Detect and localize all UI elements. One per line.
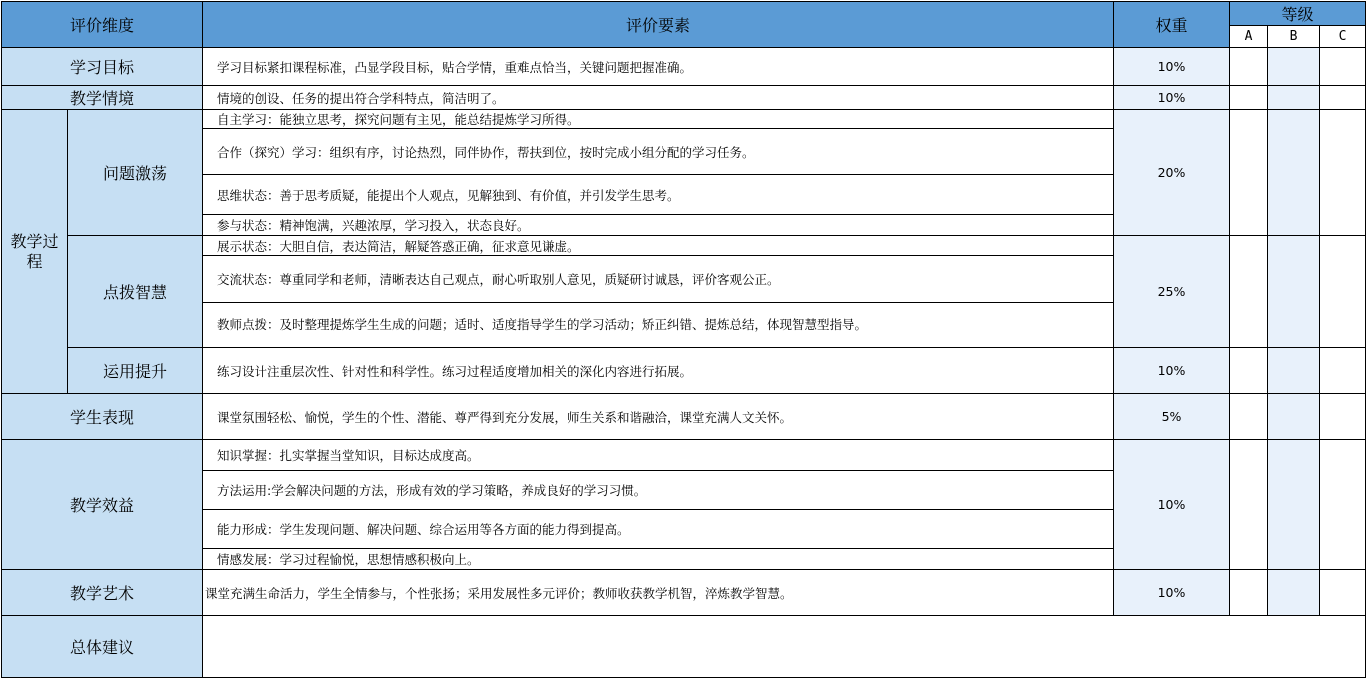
header-grade-b[interactable]: B bbox=[1268, 26, 1320, 48]
grade-b-cell[interactable] bbox=[1268, 86, 1320, 110]
dimension-situation[interactable]: 教学情境 bbox=[2, 86, 203, 110]
header-requirements[interactable]: 评价要素 bbox=[203, 2, 1114, 48]
grade-a-cell[interactable] bbox=[1230, 394, 1268, 440]
requirement-apply[interactable]: 练习设计注重层次性、针对性和科学性。练习过程适度增加相关的深化内容进行拓展。 bbox=[203, 348, 1114, 394]
subdimension-inspire[interactable]: 问题激荡 bbox=[68, 110, 203, 236]
grade-c-cell[interactable] bbox=[1320, 570, 1366, 616]
grade-b-cell[interactable] bbox=[1268, 570, 1320, 616]
dimension-art[interactable]: 教学艺术 bbox=[2, 570, 203, 616]
requirement-benefit-4[interactable]: 情感发展：学习过程愉悦，思想情感积极向上。 bbox=[203, 549, 1114, 570]
grade-c-cell[interactable] bbox=[1320, 394, 1366, 440]
grade-b-cell[interactable] bbox=[1268, 110, 1320, 236]
requirement-guide-3[interactable]: 教师点拨：及时整理提炼学生生成的问题；适时、适度指导学生的学习活动；矫正纠错、提炼总结，体现智慧型指导。 bbox=[203, 303, 1114, 348]
requirement-situation[interactable]: 情境的创设、任务的提出符合学科特点，简洁明了。 bbox=[203, 86, 1114, 110]
dimension-benefit[interactable]: 教学效益 bbox=[2, 440, 203, 570]
grade-a-cell[interactable] bbox=[1230, 236, 1268, 348]
weight-benefit[interactable]: 10% bbox=[1114, 440, 1230, 570]
grade-a-cell[interactable] bbox=[1230, 110, 1268, 236]
header-dimension[interactable]: 评价维度 bbox=[2, 2, 203, 48]
dimension-goal[interactable]: 学习目标 bbox=[2, 48, 203, 86]
grade-b-cell[interactable] bbox=[1268, 440, 1320, 570]
subdimension-apply[interactable]: 运用提升 bbox=[68, 348, 203, 394]
requirement-guide-2[interactable]: 交流状态：尊重同学和老师，清晰表达自己观点，耐心听取别人意见，质疑研讨诚恳，评价客观公正。 bbox=[203, 256, 1114, 303]
evaluation-table bbox=[1, 1, 1366, 678]
requirement-performance[interactable]: 课堂氛围轻松、愉悦，学生的个性、潜能、尊严得到充分发展，师生关系和谐融洽，课堂充满人文关怀。 bbox=[203, 394, 1114, 440]
weight-goal[interactable]: 10% bbox=[1114, 48, 1230, 86]
dimension-process[interactable]: 教学过程 bbox=[2, 110, 68, 394]
header-grade[interactable]: 等级 bbox=[1230, 2, 1366, 26]
grade-b-cell[interactable] bbox=[1268, 348, 1320, 394]
grade-c-cell[interactable] bbox=[1320, 236, 1366, 348]
grade-c-cell[interactable] bbox=[1320, 86, 1366, 110]
weight-inspire[interactable]: 20% bbox=[1114, 110, 1230, 236]
weight-situation[interactable]: 10% bbox=[1114, 86, 1230, 110]
weight-art[interactable]: 10% bbox=[1114, 570, 1230, 616]
grade-b-cell[interactable] bbox=[1268, 394, 1320, 440]
grade-c-cell[interactable] bbox=[1320, 440, 1366, 570]
suggestion-content[interactable] bbox=[203, 616, 1366, 678]
requirement-benefit-3[interactable]: 能力形成：学生发现问题、解决问题、综合运用等各方面的能力得到提高。 bbox=[203, 510, 1114, 549]
grade-a-cell[interactable] bbox=[1230, 86, 1268, 110]
requirement-inspire-3[interactable]: 思维状态：善于思考质疑，能提出个人观点，见解独到、有价值，并引发学生思考。 bbox=[203, 175, 1114, 215]
weight-performance[interactable]: 5% bbox=[1114, 394, 1230, 440]
weight-apply[interactable]: 10% bbox=[1114, 348, 1230, 394]
requirement-inspire-4[interactable]: 参与状态：精神饱满，兴趣浓厚，学习投入，状态良好。 bbox=[203, 215, 1114, 236]
dimension-suggestion[interactable]: 总体建议 bbox=[2, 616, 203, 678]
dimension-performance[interactable]: 学生表现 bbox=[2, 394, 203, 440]
grade-a-cell[interactable] bbox=[1230, 570, 1268, 616]
requirement-guide-1[interactable]: 展示状态：大胆自信，表达简洁，解疑答惑正确，征求意见谦虚。 bbox=[203, 236, 1114, 256]
requirement-goal[interactable]: 学习目标紧扣课程标准，凸显学段目标，贴合学情，重难点恰当，关键问题把握准确。 bbox=[203, 48, 1114, 86]
header-grade-a[interactable]: A bbox=[1230, 26, 1268, 48]
grade-a-cell[interactable] bbox=[1230, 440, 1268, 570]
grade-b-cell[interactable] bbox=[1268, 236, 1320, 348]
grade-a-cell[interactable] bbox=[1230, 348, 1268, 394]
grade-c-cell[interactable] bbox=[1320, 48, 1366, 86]
header-grade-c[interactable]: C bbox=[1320, 26, 1366, 48]
weight-guide[interactable]: 25% bbox=[1114, 236, 1230, 348]
requirement-art[interactable]: 课堂充满生命活力，学生全情参与，个性张扬；采用发展性多元评价；教师收获教学机智，淬炼教学智慧。 bbox=[203, 570, 1114, 616]
requirement-benefit-1[interactable]: 知识掌握：扎实掌握当堂知识，目标达成度高。 bbox=[203, 440, 1114, 471]
requirement-inspire-2[interactable]: 合作（探究）学习：组织有序，讨论热烈，同伴协作，帮扶到位，按时完成小组分配的学习任务。 bbox=[203, 129, 1114, 175]
grade-c-cell[interactable] bbox=[1320, 110, 1366, 236]
subdimension-guide[interactable]: 点拨智慧 bbox=[68, 236, 203, 348]
grade-c-cell[interactable] bbox=[1320, 348, 1366, 394]
requirement-benefit-2[interactable]: 方法运用:学会解决问题的方法，形成有效的学习策略，养成良好的学习习惯。 bbox=[203, 471, 1114, 510]
requirement-inspire-1[interactable]: 自主学习：能独立思考，探究问题有主见，能总结提炼学习所得。 bbox=[203, 110, 1114, 129]
grade-b-cell[interactable] bbox=[1268, 48, 1320, 86]
header-weight[interactable]: 权重 bbox=[1114, 2, 1230, 48]
grade-a-cell[interactable] bbox=[1230, 48, 1268, 86]
